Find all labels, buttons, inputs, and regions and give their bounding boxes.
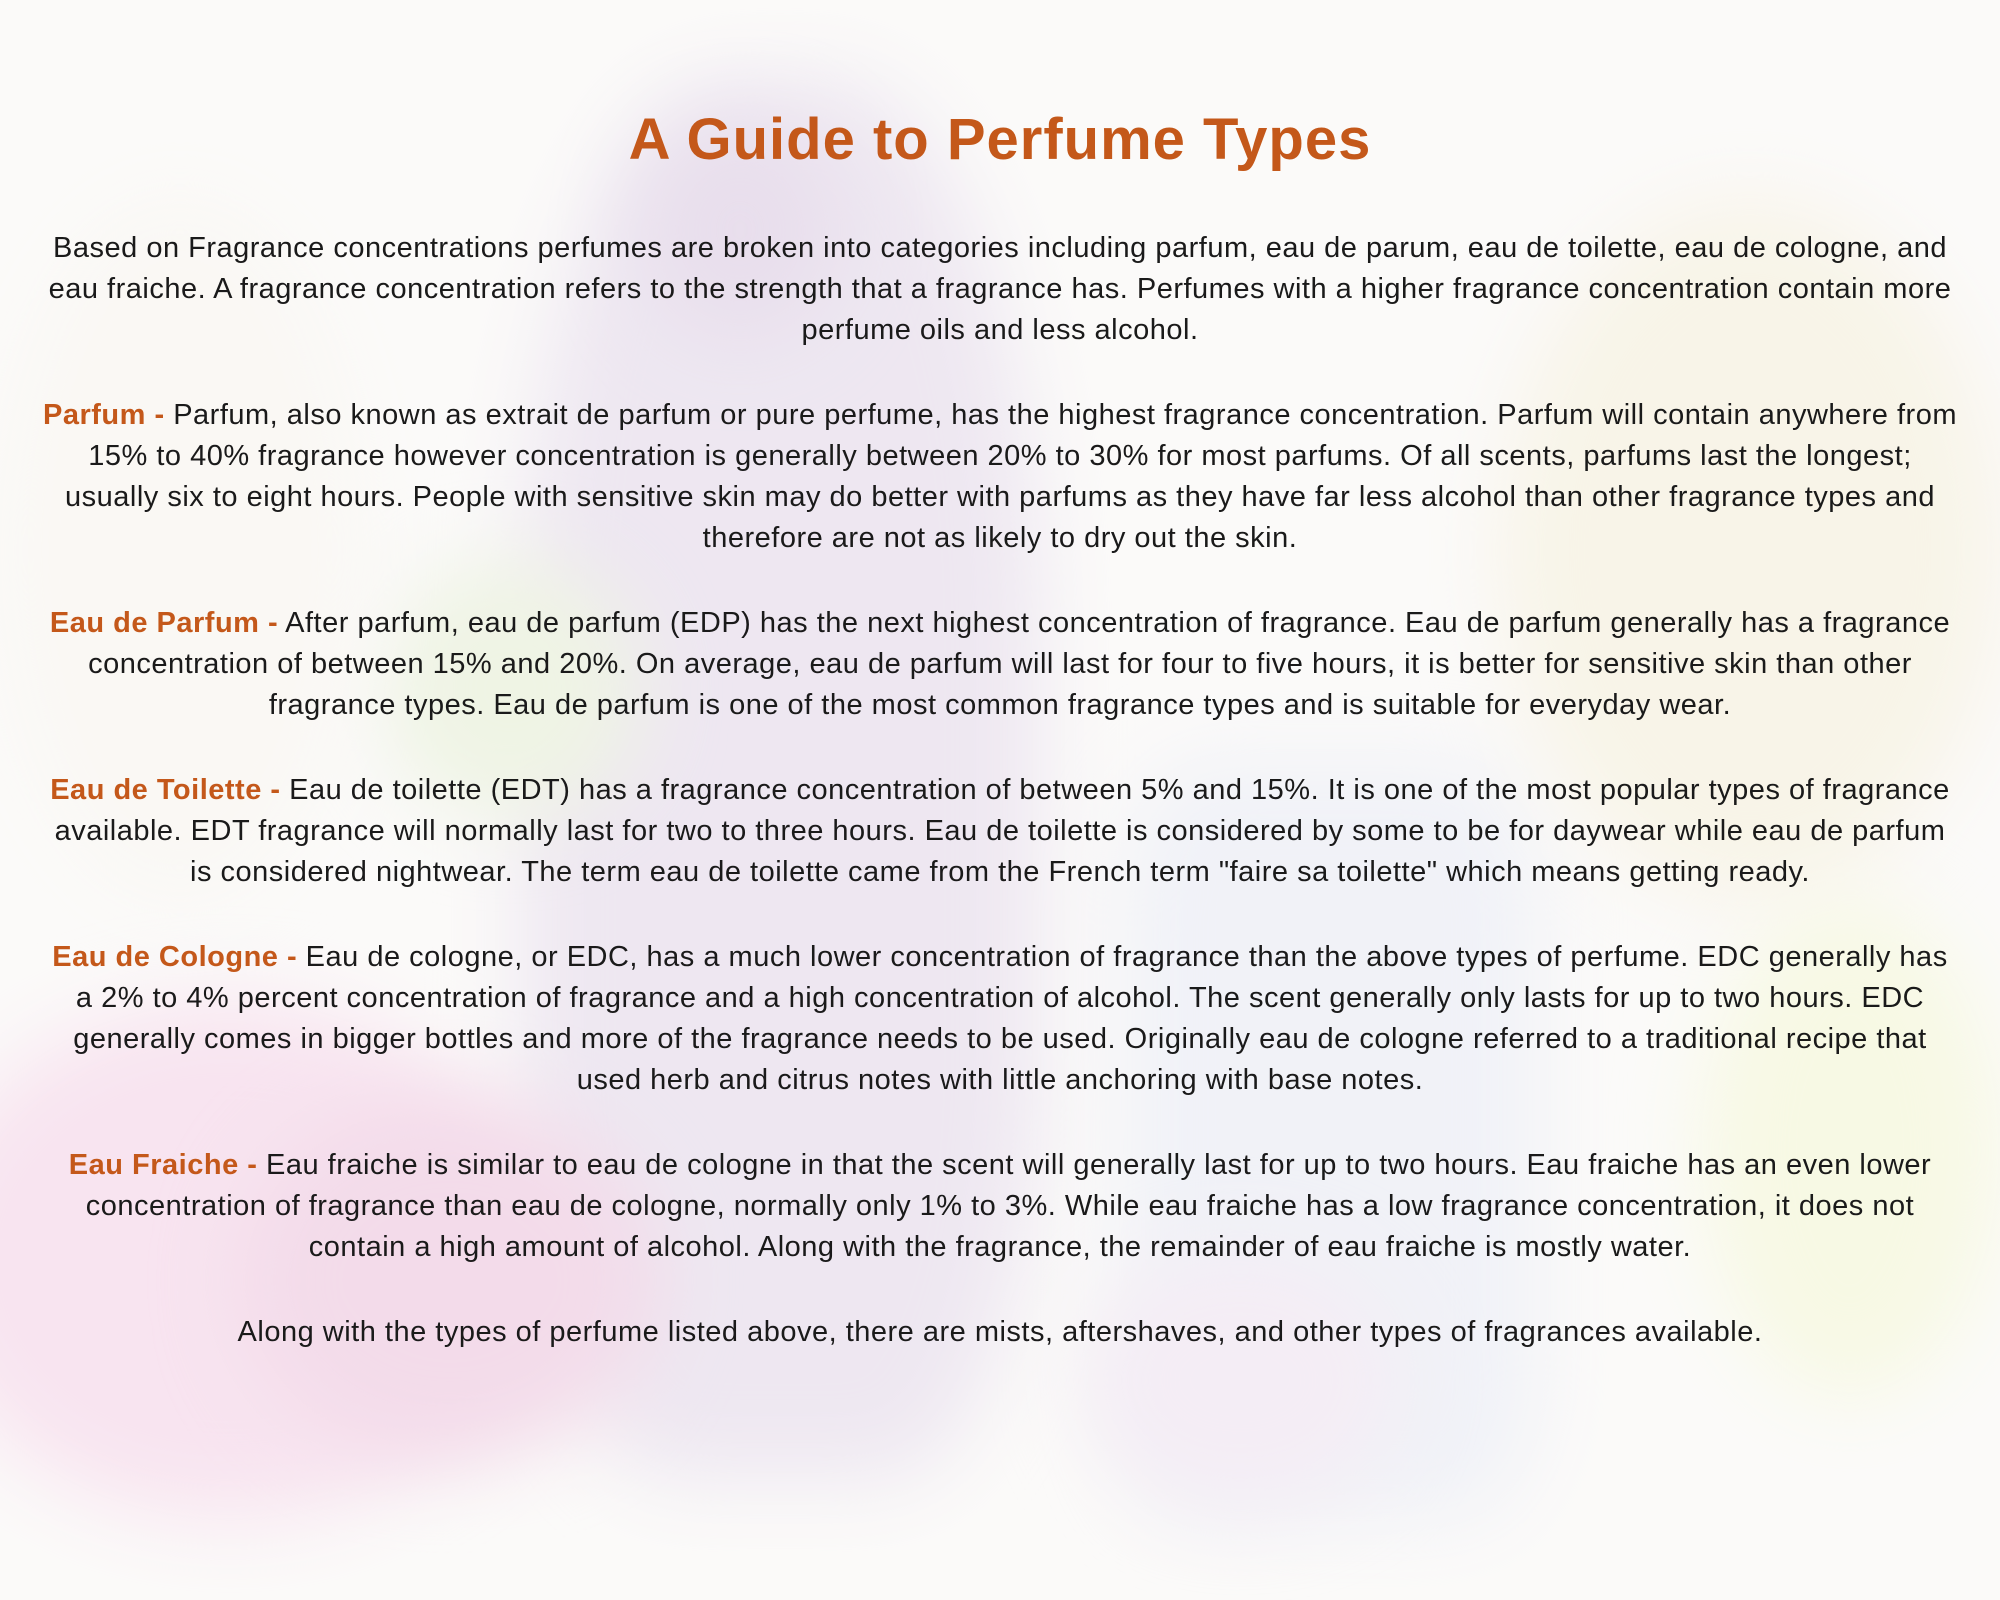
section-term: Parfum -: [43, 399, 165, 431]
section-text: Eau de toilette (EDT) has a fragrance concentration of between 5% and 15%. It is one of the most popular types of fragrance available. EDT fragrance will normally last for two to three hours. Eau de toilette is considered by some to be for daywear while eau de parfum is considered nightwear. The term eau de toilette came from the French term "faire sa toilette" which means getting ready.: [54, 774, 1950, 888]
section-eau-de-parfum: [40, 603, 1960, 726]
section-term: Eau de Toilette -: [50, 774, 281, 806]
section-term: Eau de Cologne -: [52, 941, 298, 973]
section-eau-de-toilette: [40, 770, 1960, 893]
page-title: A Guide to Perfume Types: [628, 107, 1372, 172]
outro-paragraph: Along with the types of perfume listed above, there are mists, aftershaves, and other types of fragrances available.: [237, 1316, 1763, 1348]
section-eau-fraiche: [40, 1145, 1960, 1268]
section-term: Eau Fraiche -: [68, 1149, 258, 1181]
section-eau-de-cologne: [40, 937, 1960, 1101]
intro-paragraph: Based on Fragrance concentrations perfumes are broken into categories including parfum, eau de parum, eau de toilette, eau de cologne, and eau fraiche. A fragrance concentration refers to the strength that a fragrance has. Perfumes with a higher fragrance concentration contain more perfume oils and less alcohol.: [48, 232, 1952, 346]
section-text: Eau fraiche is similar to eau de cologne in that the scent will generally last for up to two hours. Eau fraiche has an even lower concentration of fragrance than eau de cologne, normally only 1% to 3%. While eau fraiche has a low fragrance concentration, it does not contain a high amount of alcohol. Along with the fragrance, the remainder of eau fraiche is mostly water.: [85, 1149, 1932, 1263]
section-parfum: [40, 395, 1960, 559]
section-term: Eau de Parfum -: [49, 607, 279, 639]
section-text: Eau de cologne, or EDC, has a much lower concentration of fragrance than the above types of perfume. EDC generally has a 2% to 4% percent concentration of fragrance and a high concentration of alcohol. The scent generally only lasts for up to two hours. EDC generally comes in bigger bottles and more of the fragrance needs to be used. Originally eau de cologne referred to a traditional recipe that used herb and citrus notes with little anchoring with base notes.: [73, 941, 1948, 1096]
document-body: [40, 100, 1960, 1397]
section-text: Parfum, also known as extrait de parfum or pure perfume, has the highest fragrance concentration. Parfum will contain anywhere from 15% to 40% fragrance however concentration is generally between 20% to 30% for most parfums. Of all scents, parfums last the longest; usually six to eight hours. People with sensitive skin may do better with parfums as they have far less alcohol than other fragrance types and therefore are not as likely to dry out the skin.: [65, 399, 1957, 554]
section-text: After parfum, eau de parfum (EDP) has the next highest concentration of fragrance. Eau de parfum generally has a fragrance concentration of between 15% and 20%. On average, eau de parfum will last for four to five hours, it is better for sensitive skin than other fragrance types. Eau de parfum is one of the most common fragrance types and is suitable for everyday wear.: [88, 607, 1951, 721]
